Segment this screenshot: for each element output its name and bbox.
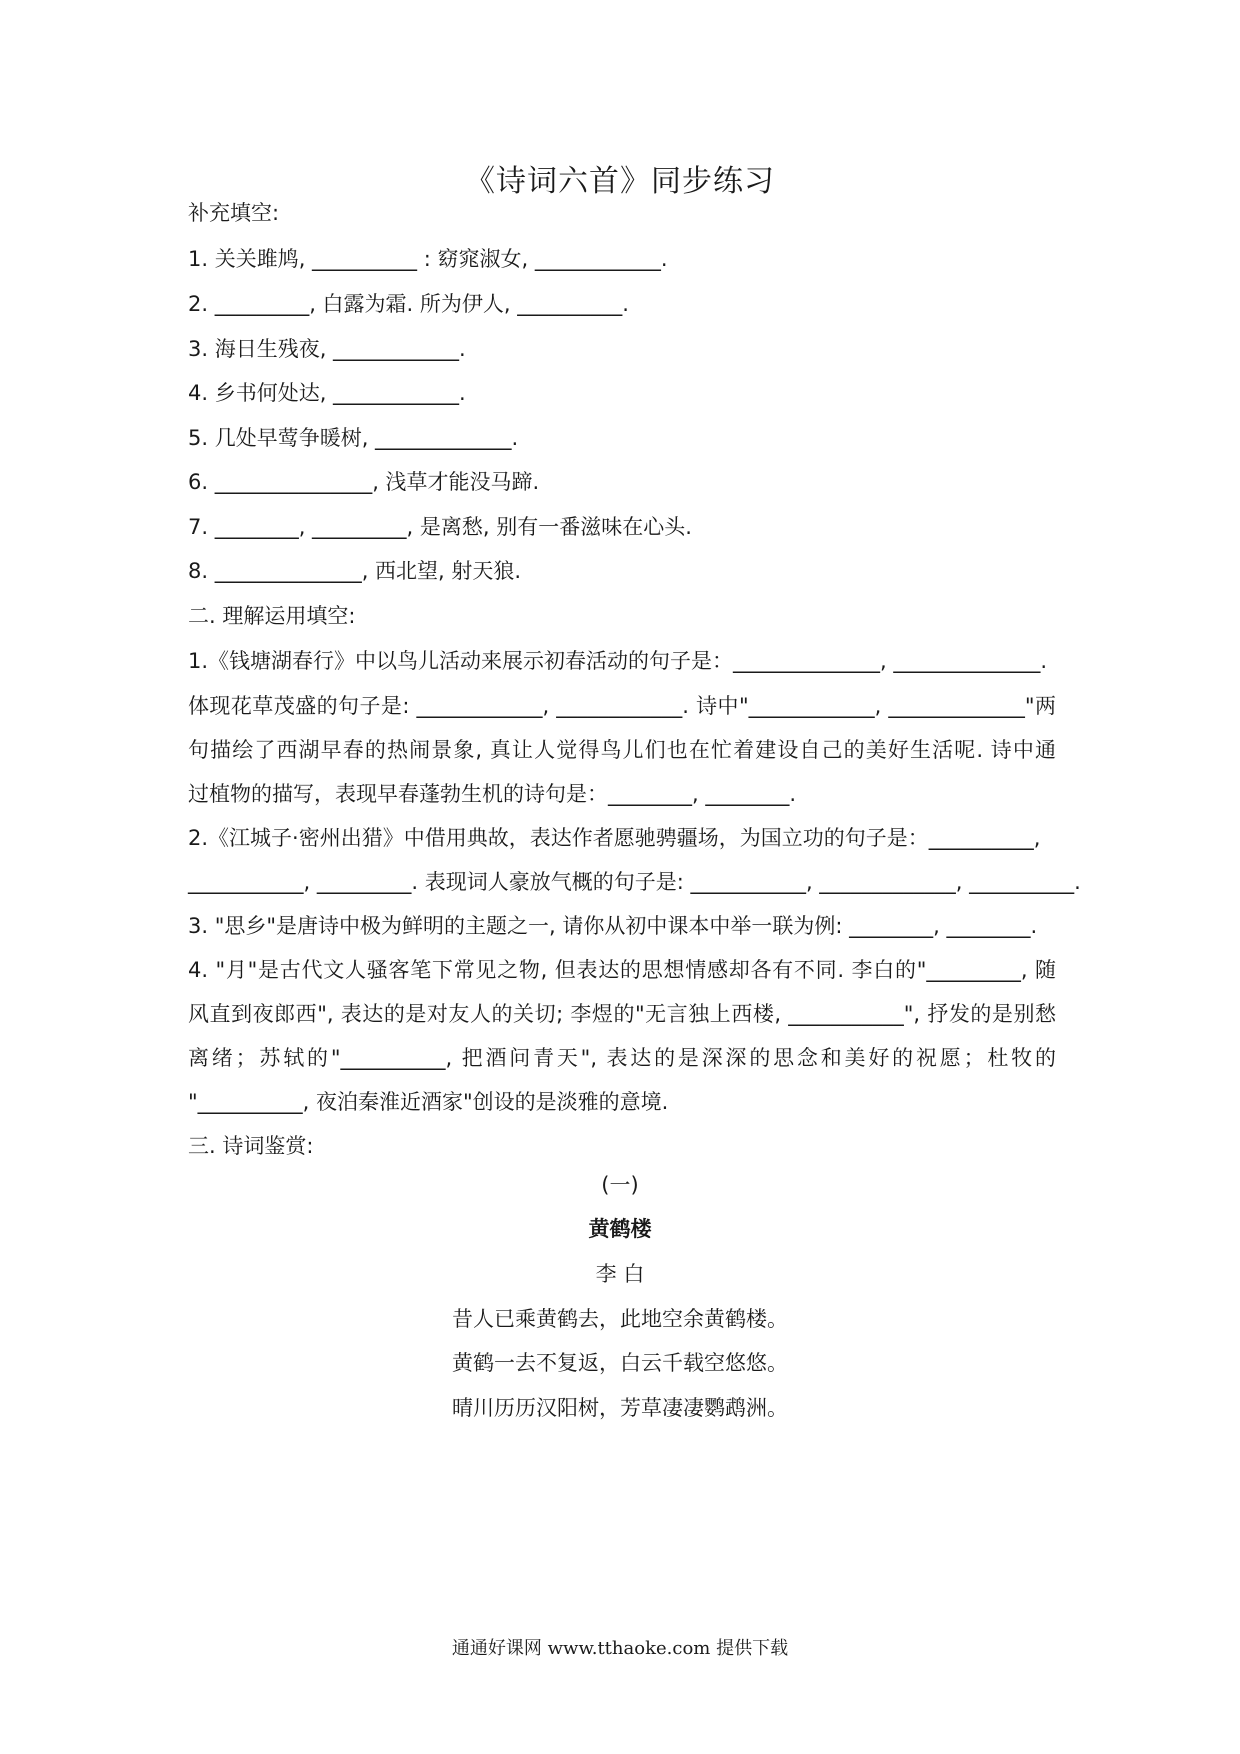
poem-number: (一) [601,1173,639,1197]
poem-line-1: 昔人已乘黄鹤去，此地空余黄鹤楼。 [452,1307,788,1331]
fill-blank-item-8: 8. ______________, 西北望, 射天狼. [188,559,522,583]
comprehension-line-1: 1.《钱塘湖春行》中以鸟儿活动来展示初春活动的句子是：______________, ______________. [188,649,1048,673]
poem-line-2: 黄鹤一去不复返，白云千载空悠悠。 [452,1351,788,1375]
comprehension-line-5: 2.《江城子·密州出猎》中借用典故，表达作者愿驰骋疆场，为国立功的句子是：__________, [188,826,1041,850]
comprehension-line-9: 风直到夜郎西", 表达的是对友人的关切; 李煜的"无言独上西楼, ___________", 抒发的是别愁 [188,1002,1056,1026]
comprehension-line-10: 离绪；苏轼的"__________, 把酒问青天", 表达的是深深的思念和美好的祝愿；杜牧的 [188,1046,1056,1070]
section1-heading: 补充填空: [188,201,280,225]
fill-blank-item-7: 7. ________, _________, 是离愁, 别有一番滋味在心头. [188,515,692,539]
comprehension-line-3: 句描绘了西湖早春的热闹景象, 真让人觉得鸟儿们也在忙着建设自己的美好生活呢. 诗中通 [188,738,1056,762]
page-footer: 通通好课网 www.tthaoke.com 提供下载 [451,1638,789,1659]
comprehension-line-6: ___________, _________. 表现词人豪放气概的句子是: ___________, _____________, __________. [188,870,1081,894]
fill-blank-item-6: 6. _______________, 浅草才能没马蹄. [188,470,540,494]
section2-heading: 二. 理解运用填空: [188,604,356,628]
poem-line-3: 晴川历历汉阳树，芳草凄凄鹦鹉洲。 [452,1396,788,1420]
page-title: 《诗词六首》同步练习 [465,164,775,199]
fill-blank-item-3: 3. 海日生残夜, ____________. [188,337,466,361]
poem-title: 黄鹤楼 [588,1217,652,1241]
comprehension-line-7: 3. "思乡"是唐诗中极为鲜明的主题之一, 请你从初中课本中举一联为例: ________, ________. [188,914,1038,938]
comprehension-line-2: 体现花草茂盛的句子是: ____________, ____________. 诗中"____________, _____________"两 [188,694,1056,718]
comprehension-line-4: 过植物的描写，表现早春蓬勃生机的诗句是：________, ________. [188,782,797,806]
poem-author: 李 白 [595,1262,645,1286]
fill-blank-item-2: 2. _________, 白露为霜. 所为伊人, __________. [188,292,629,316]
comprehension-line-8: 4. "月"是古代文人骚客笔下常见之物, 但表达的思想情感却各有不同. 李白的"_________, 随 [188,958,1056,982]
fill-blank-item-5: 5. 几处早莺争暖树, _____________. [188,426,519,450]
fill-blank-item-4: 4. 乡书何处达, ____________. [188,381,466,405]
fill-blank-item-1: 1. 关关雎鸠, __________ : 窈窕淑女, ____________. [188,247,668,271]
section3-heading: 三. 诗词鉴赏: [188,1134,314,1158]
comprehension-line-11: "__________, 夜泊秦淮近酒家"创设的是淡雅的意境. [188,1090,669,1114]
